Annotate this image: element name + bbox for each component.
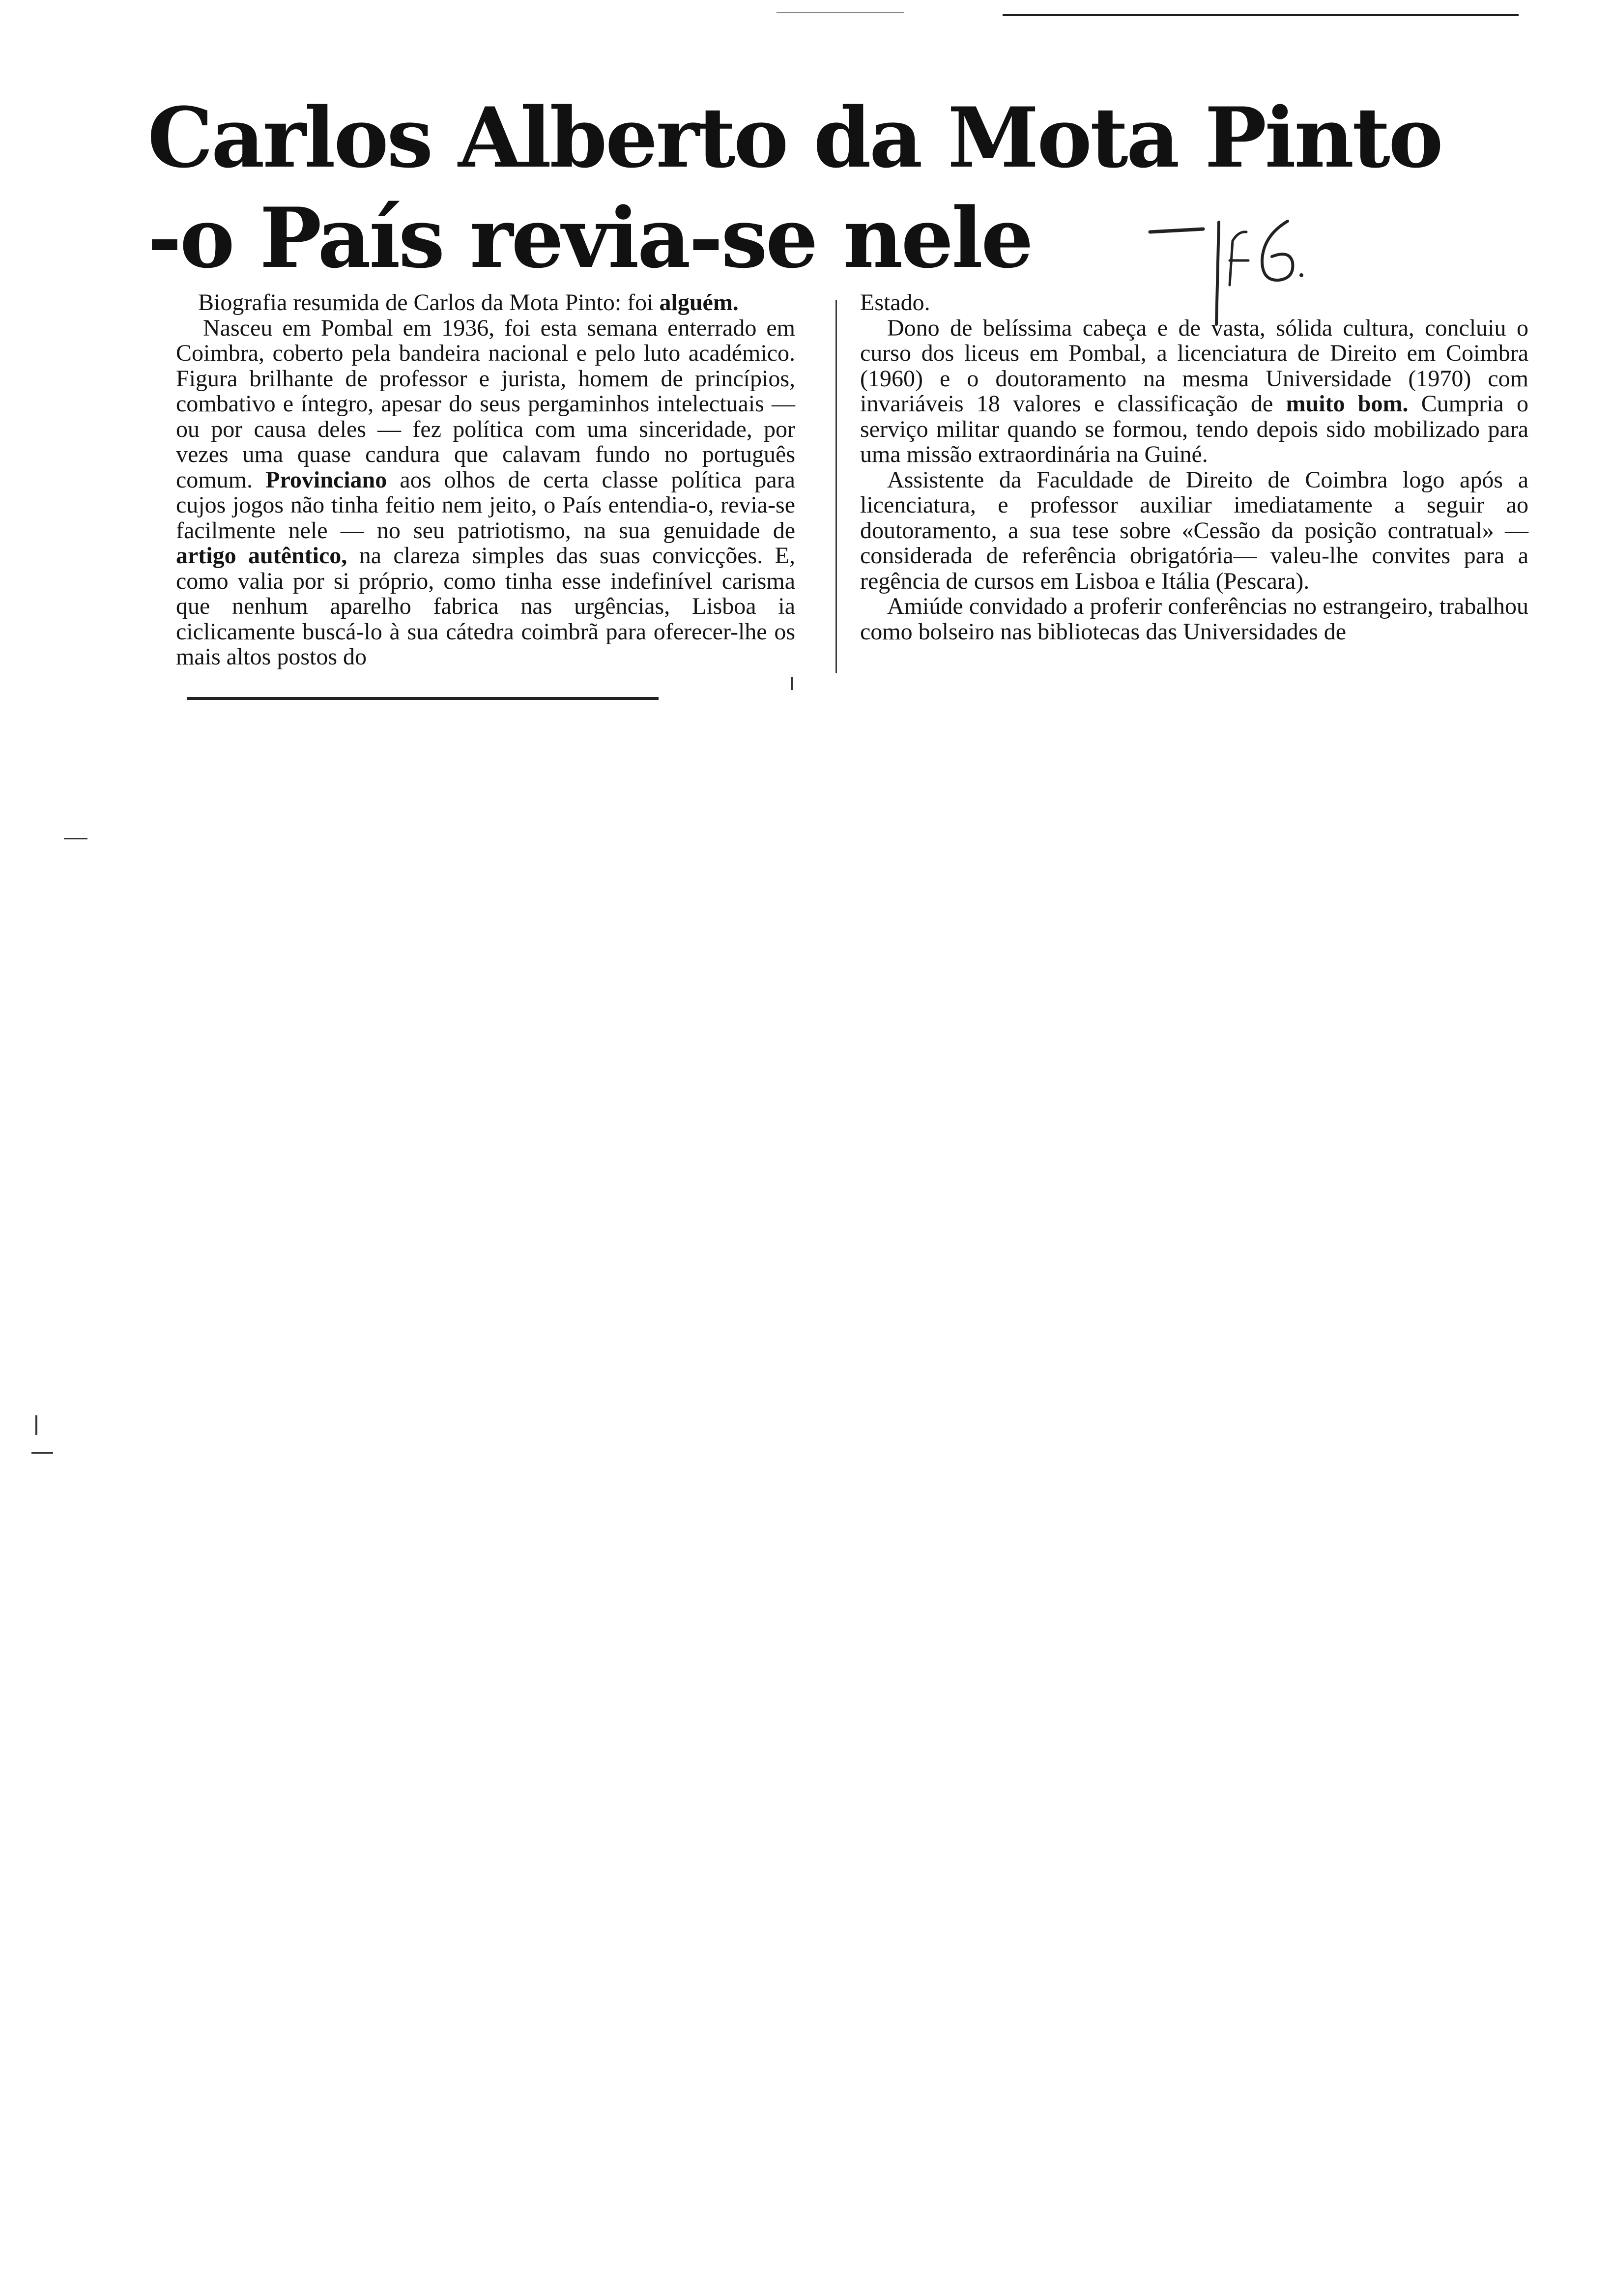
body-text-4: Dono de belíssima cabeça e de vasta, sólida cultura, concluiu o curso dos liceus em Pombal, a licenciatura de Direito em Coimbra (1960) e o doutoramento na mesma Universidade (1970) com invariáveis 18 valores e classificação de [860,315,1528,417]
body-paragraph-4: Amiúde convidado a proferir conferências no estrangeiro, trabalhou como bolseiro nas bibliotecas das Universidades de [860,593,1528,645]
article-column-left [176,290,795,670]
scan-mark [31,1452,53,1454]
bottom-rule [187,697,659,700]
body-text-3: na clareza simples das suas convicções. E, como valia por si próprio, como tinha esse indefinível carisma que nenhum aparelho fabrica nas urgências, Lisboa ia ciclicamente buscá-lo à sua cátedra coimbrã para oferecer-lhe os mais altos postos do [176,543,795,670]
continuation-paragraph: Estado. [860,289,930,316]
body-paragraph-1 [176,316,795,670]
body-text-2: aos olhos de certa classe política para cujos jogos não tinha feitio nem jeito, o País entendia-o, revia-se facilmente nele — no seu patriotismo, na sua genuidade de [176,466,795,544]
body-text-1: Nasceu em Pombal em 1936, foi esta semana enterrado em Coimbra, coberto pela bandeira nacional e pelo luto académico. Figura brilhante de professor e jurista, homem de princípios, combativo e íntegro, apesar do seus pergaminhos intelectuais — ou por causa deles — fez política com uma sinceridade, por vezes uma quase candura que calavam fundo no português comum. [176,315,795,493]
intro-paragraph [176,290,795,316]
body-paragraph-3: Assistente da Faculdade de Direito de Coimbra logo após a licenciatura, e professor auxiliar imediatamente a seguir ao doutoramento, a sua tese sobre «Cessão da posição contratual» — considerada de referência obrigatória— valeu-lhe convites para a regência de cursos em Lisboa e Itália (Pescara). [860,466,1528,594]
intro-text: Biografia resumida de Carlos da Mota Pinto: foi [198,289,660,316]
body-bold-artigo: artigo autêntico, [176,543,347,569]
column-divider [835,300,837,673]
body-bold-provinciano: Provinciano [265,466,387,493]
body-text-5: Cumpria o serviço militar quando se formou, tendo depois sido mobilizado para uma missão extraordinária na Guiné. [860,391,1528,467]
body-paragraph-2 [860,316,1528,467]
body-bold-muito-bom: muito bom. [1286,391,1409,417]
intro-bold: alguém. [659,289,739,316]
scan-edge-line [1003,14,1519,16]
scan-mark [64,838,87,839]
scan-edge-line-short [777,12,904,13]
headline-line-2: -o País revia-se nele [147,189,1032,287]
article-column-right [860,290,1528,644]
headline-line-1: Carlos Alberto da Mota Pinto [147,89,1441,186]
scan-mark [791,677,793,690]
scan-mark [35,1415,37,1435]
